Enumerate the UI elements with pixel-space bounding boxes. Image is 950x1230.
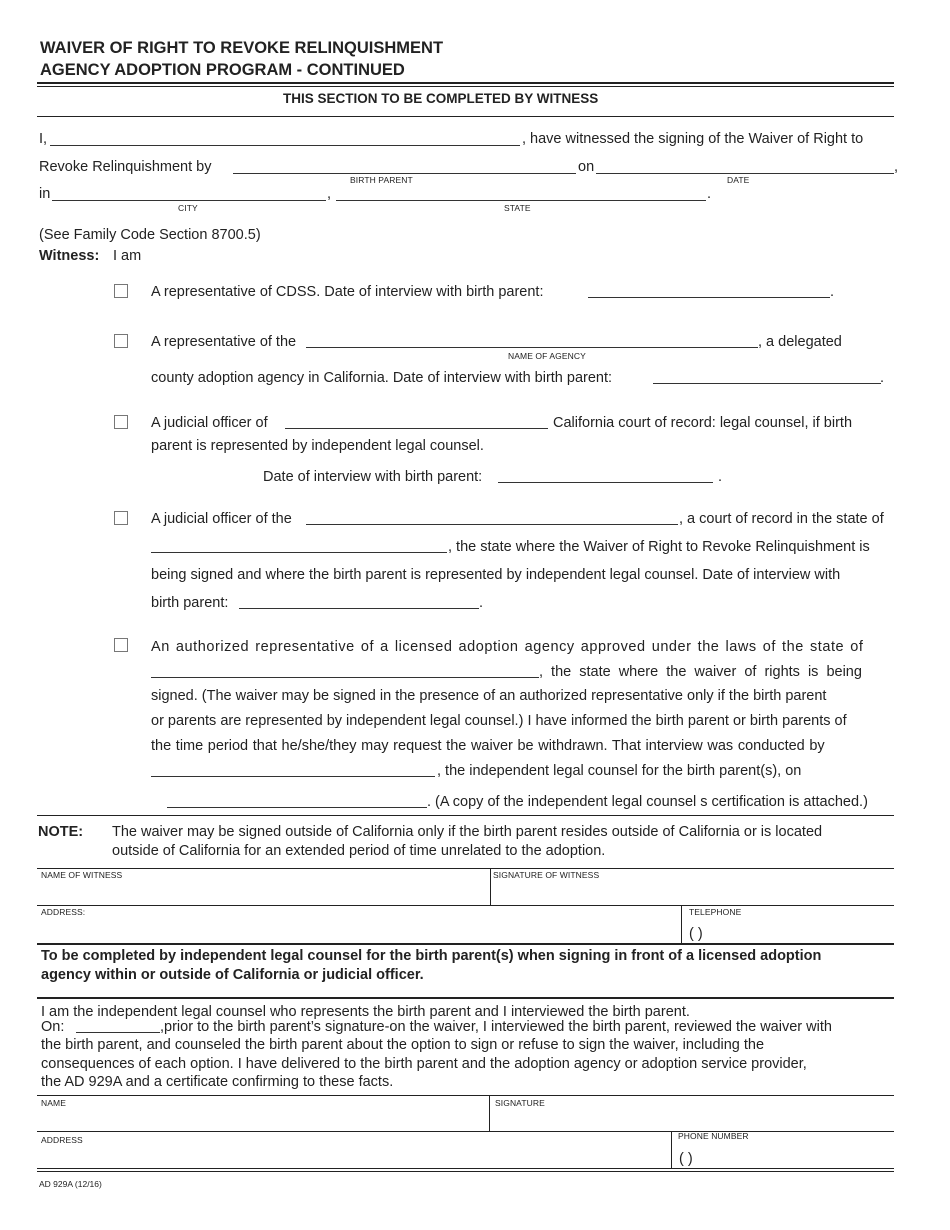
option-judicial-other-date-blank[interactable] bbox=[239, 608, 479, 609]
counsel-box-top bbox=[37, 1095, 894, 1096]
counsel-line5: the AD 929A and a certificate confirming to these facts. bbox=[41, 1074, 394, 1090]
counsel-box-divider bbox=[489, 1095, 490, 1131]
counsel-name-label: NAME bbox=[41, 1098, 66, 1108]
i-am-text: I am bbox=[113, 248, 142, 264]
witness-address-label: ADDRESS: bbox=[41, 907, 86, 917]
counsel-rule bbox=[37, 997, 894, 999]
family-code-note: (See Family Code Section 8700.5) bbox=[39, 227, 261, 243]
witness-name-blank[interactable] bbox=[50, 145, 520, 146]
date-blank[interactable] bbox=[596, 173, 894, 174]
option-cdss-end: . bbox=[830, 284, 835, 300]
birth-parent-blank[interactable] bbox=[233, 173, 576, 174]
counsel-on-label: On: bbox=[41, 1019, 65, 1035]
counsel-phone-field[interactable]: ( ) bbox=[679, 1151, 693, 1167]
section-title: THIS SECTION TO BE COMPLETED BY WITNESS bbox=[283, 91, 599, 106]
agency-name-blank[interactable] bbox=[306, 347, 758, 348]
city-blank[interactable] bbox=[52, 200, 326, 201]
revoke-by-text: Revoke Relinquishment by bbox=[39, 159, 212, 175]
state-blank[interactable] bbox=[336, 200, 706, 201]
option-judicial-other-line3: being signed and where the birth parent is represented by independent legal counsel. Date of interview with bbox=[151, 567, 841, 583]
witness-box-bottom bbox=[37, 943, 894, 945]
witness-telephone-label: TELEPHONE bbox=[689, 907, 742, 917]
option-licensed-line1: An authorized representative of a licensed adoption agency approved under the laws of the state of bbox=[151, 639, 864, 655]
form-id: AD 929A (12/16) bbox=[39, 1179, 102, 1189]
witness-address-field[interactable] bbox=[38, 917, 678, 941]
option-judicial-ca-end: . bbox=[718, 469, 723, 485]
witness-name-label: NAME OF WITNESS bbox=[41, 870, 123, 880]
form-title-line1: WAIVER OF RIGHT TO REVOKE RELINQUISHMENT bbox=[40, 39, 444, 57]
judicial-ca-court-blank[interactable] bbox=[285, 428, 548, 429]
comma2-text: , bbox=[327, 186, 332, 202]
note-rule bbox=[37, 815, 894, 816]
option-judicial-other-prefix: A judicial officer of the bbox=[151, 511, 292, 527]
option-judicial-ca-checkbox[interactable] bbox=[114, 415, 128, 429]
option-judicial-ca-line3: Date of interview with birth parent: bbox=[263, 469, 483, 485]
option-judicial-other-line2: , the state where the Waiver of Right to Revoke Relinquishment is bbox=[448, 539, 870, 555]
judicial-other-state-blank[interactable] bbox=[151, 552, 447, 553]
counsel-phone-label: PHONE NUMBER bbox=[678, 1131, 749, 1141]
judicial-other-court-blank[interactable] bbox=[306, 524, 678, 525]
witness-box-top bbox=[37, 868, 894, 869]
option-licensed-line2: , the state where the waiver of rights is being bbox=[539, 664, 862, 680]
option-judicial-other-checkbox[interactable] bbox=[114, 511, 128, 525]
form-title-line2: AGENCY ADOPTION PROGRAM - CONTINUED bbox=[40, 61, 405, 79]
counsel-name-blank[interactable] bbox=[151, 776, 435, 777]
counsel-line3: the birth parent, and counseled the birth parent about the option to sign or refuse to sign the waiver, including the bbox=[41, 1037, 765, 1053]
counsel-line1: I am the independent legal counsel who represents the birth parent and I interviewed the birth parent. bbox=[41, 1004, 690, 1020]
witness-prefix: I, bbox=[39, 131, 48, 147]
option-licensed-line3: signed. (The waiver may be signed in the presence of an authorized representative only if the birth parent bbox=[151, 688, 827, 704]
witness-box-mid bbox=[37, 905, 894, 906]
counsel-heading-line2: agency within or outside of California or judicial officer. bbox=[41, 967, 424, 983]
witness-name-field[interactable] bbox=[38, 880, 488, 904]
option-agency-end: . bbox=[880, 370, 885, 386]
option-cdss-checkbox[interactable] bbox=[114, 284, 128, 298]
counsel-line2: ,prior to the birth parent’s signature-on the waiver, I interviewed the birth parent, reviewed the waiver with bbox=[160, 1019, 832, 1035]
counsel-line4: consequences of each option. I have delivered to the birth parent and the adoption agency or adoption service provider, bbox=[41, 1056, 807, 1072]
witness-signature-field[interactable] bbox=[492, 880, 892, 904]
state-label: STATE bbox=[504, 203, 531, 213]
option-cdss-date-blank[interactable] bbox=[588, 297, 830, 298]
counsel-name-field[interactable] bbox=[38, 1108, 486, 1130]
note-line2: outside of California for an extended period of time unrelated to the adoption. bbox=[112, 843, 606, 859]
option-licensed-line5: the time period that he/she/they may request the waiver be withdrawn. That interview was conducted by bbox=[151, 738, 825, 754]
counsel-heading-line1: To be completed by independent legal counsel for the birth parent(s) when signing in front of a licensed adoption bbox=[41, 948, 822, 964]
option-licensed-line4: or parents are represented by independent legal counsel.) I have informed the birth parent or birth parents of bbox=[151, 713, 847, 729]
date-label: DATE bbox=[727, 175, 750, 185]
counsel-signature-field[interactable] bbox=[491, 1108, 891, 1130]
on-text: on bbox=[578, 159, 595, 175]
note-line1: The waiver may be signed outside of California only if the birth parent resides outside of California or is located bbox=[112, 824, 823, 840]
option-licensed-line6: , the independent legal counsel for the birth parent(s), on bbox=[437, 763, 802, 779]
witness-phone-field[interactable]: ( ) bbox=[689, 926, 703, 942]
counsel-address-label: ADDRESS bbox=[41, 1135, 83, 1145]
counsel-interview-date-blank[interactable] bbox=[76, 1032, 160, 1033]
option-agency-date-blank[interactable] bbox=[653, 383, 881, 384]
in-text: in bbox=[39, 186, 51, 202]
agency-name-label: NAME OF AGENCY bbox=[508, 351, 586, 361]
option-judicial-ca-date-blank[interactable] bbox=[498, 482, 713, 483]
option-judicial-other-line4: birth parent: bbox=[151, 595, 229, 611]
witness-phone-divider bbox=[681, 905, 682, 943]
witness-signature-label: SIGNATURE OF WITNESS bbox=[493, 870, 600, 880]
option-judicial-ca-prefix: A judicial officer of bbox=[151, 415, 268, 431]
period-text: . bbox=[707, 186, 712, 202]
header-rule-top bbox=[37, 82, 894, 84]
option-judicial-other-end: . bbox=[479, 595, 484, 611]
option-agency-line2: county adoption agency in California. Date of interview with birth parent: bbox=[151, 370, 613, 386]
counsel-signature-label: SIGNATURE bbox=[495, 1098, 545, 1108]
counsel-box-mid bbox=[37, 1131, 894, 1132]
comma-text: , bbox=[894, 159, 899, 175]
section-rule bbox=[37, 116, 894, 117]
option-agency-suffix: , a delegated bbox=[758, 334, 842, 350]
option-agency-prefix: A representative of the bbox=[151, 334, 297, 350]
option-judicial-other-suffix: , a court of record in the state of bbox=[679, 511, 884, 527]
witness-label: Witness: bbox=[39, 248, 100, 264]
counsel-address-field[interactable] bbox=[38, 1145, 668, 1167]
header-rule-bottom bbox=[37, 86, 894, 87]
option-licensed-line7: . (A copy of the independent legal counsel s certification is attached.) bbox=[427, 794, 868, 810]
counsel-date-blank[interactable] bbox=[167, 807, 427, 808]
option-judicial-ca-suffix: California court of record: legal counsel, if birth bbox=[553, 415, 853, 431]
option-agency-checkbox[interactable] bbox=[114, 334, 128, 348]
option-licensed-agency-checkbox[interactable] bbox=[114, 638, 128, 652]
option-cdss-text: A representative of CDSS. Date of interview with birth parent: bbox=[151, 284, 544, 300]
birth-parent-label: BIRTH PARENT bbox=[350, 175, 413, 185]
witness-statement-text: , have witnessed the signing of the Waiver of Right to bbox=[522, 131, 864, 147]
licensed-agency-state-blank[interactable] bbox=[151, 677, 539, 678]
note-label: NOTE: bbox=[38, 824, 84, 840]
city-label: CITY bbox=[178, 203, 198, 213]
witness-box-divider bbox=[490, 868, 491, 905]
counsel-phone-divider bbox=[671, 1131, 672, 1168]
counsel-box-bottom-2 bbox=[37, 1171, 894, 1172]
option-judicial-ca-line2: parent is represented by independent legal counsel. bbox=[151, 438, 484, 454]
counsel-box-bottom-1 bbox=[37, 1168, 894, 1169]
